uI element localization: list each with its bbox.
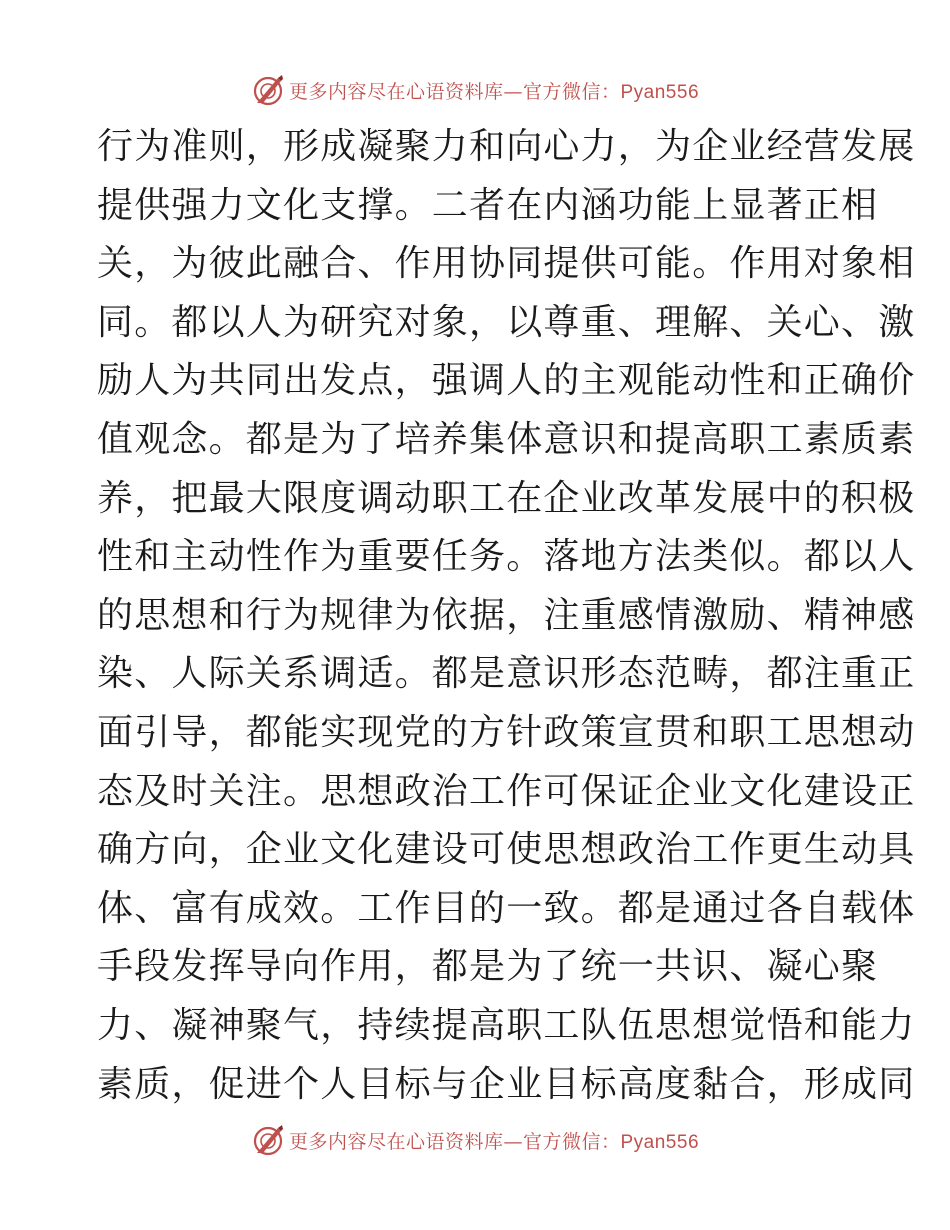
text-line: 手段发挥导向作用，都是为了统一共识、凝心聚 [97,946,879,988]
text-line: 关，为彼此融合、作用协同提供可能。作用对象相 [97,243,916,285]
text-line: 养，把最大限度调动职工在企业改革发展中的积极 [97,477,916,519]
text-line: 面引导，都能实现党的方针政策宣贯和职工思想动 [97,711,916,753]
text-line: 素质，促进个人目标与企业目标高度黏合，形成同 [97,1063,916,1105]
text-line: 值观念。都是为了培养集体意识和提高职工素质素 [97,418,916,460]
header-banner-text: 更多内容尽在心语资料库—官方微信：Pyan556 [288,80,700,103]
text-line: 行为准则，形成凝聚力和向心力，为企业经营发展 [97,126,916,167]
document-body [97,118,916,1114]
text-line: 态及时关注。思想政治工作可保证企业文化建设正 [97,770,916,812]
text-line: 体、富有成效。工作目的一致。都是通过各自载体 [97,887,916,929]
footer-banner-text: 更多内容尽在心语资料库—官方微信：Pyan556 [288,1130,700,1153]
quill-pen-logo-icon [251,73,285,107]
text-line: 的思想和行为规律为依据，注重感情激励、精神感 [97,594,916,636]
text-line: 提供强力文化支撑。二者在内涵功能上显著正相 [97,184,879,226]
header-banner [0,70,950,110]
footer-wechat-id: Pyan556 [620,1131,700,1153]
header-wechat-id: Pyan556 [620,81,700,103]
text-line: 同。都以人为研究对象，以尊重、理解、关心、激 [97,301,916,343]
quill-pen-logo-icon [251,1123,285,1157]
text-line: 力、凝神聚气，持续提高职工队伍思想觉悟和能力 [97,1004,916,1046]
footer-banner [0,1120,950,1160]
text-line: 性和主动性作为重要任务。落地方法类似。都以人 [97,536,916,578]
text-line: 励人为共同出发点，强调人的主观能动性和正确价 [97,360,916,402]
text-line: 染、人际关系调适。都是意识形态范畴，都注重正 [97,653,916,695]
text-line: 确方向，企业文化建设可使思想政治工作更生动具 [97,829,916,871]
